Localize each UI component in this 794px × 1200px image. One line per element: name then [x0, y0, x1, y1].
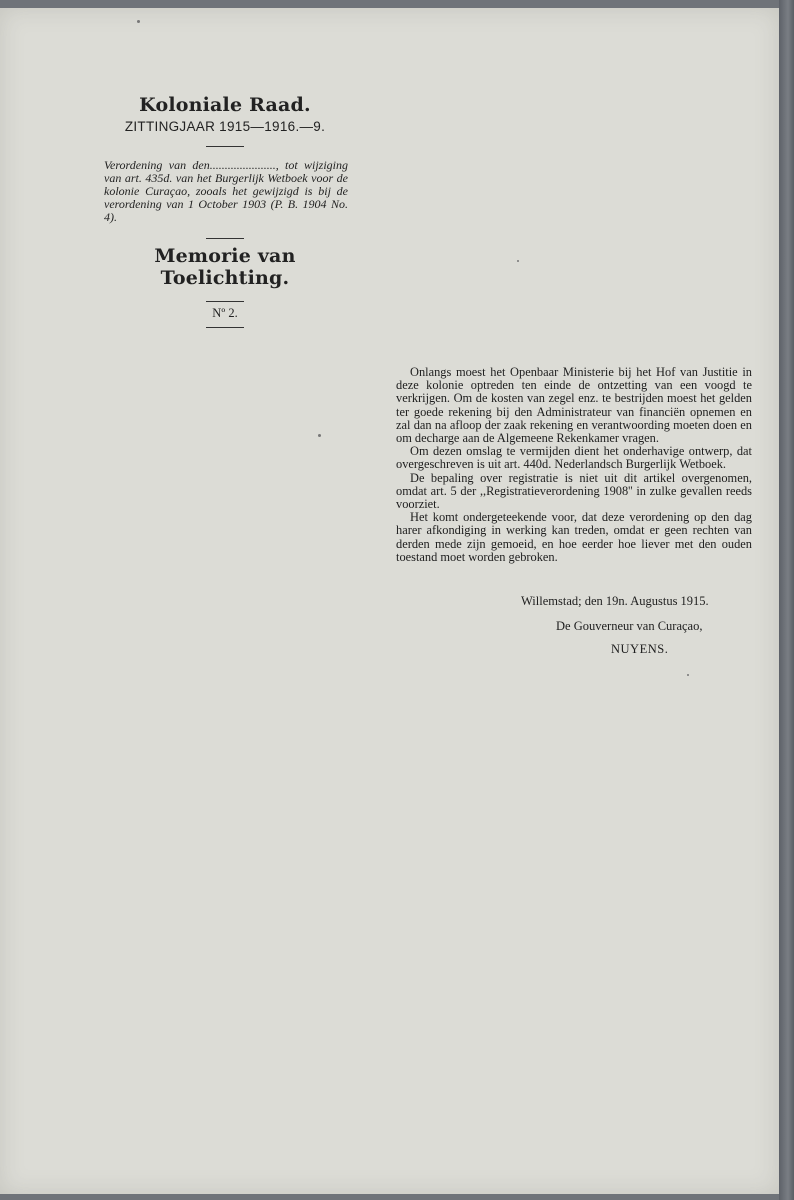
- divider: [206, 301, 244, 302]
- divider: [206, 238, 244, 239]
- paper-speck: [137, 20, 140, 23]
- council-title: Koloniale Raad.: [139, 94, 311, 116]
- session-year: ZITTINGJAAR 1915—1916.—9.: [124, 119, 326, 134]
- paragraph: Onlangs moest het Openbaar Ministerie bij het Hof van Justitie in deze kolonie optreden ten einde de ontzetting van een voogd te verkrijgen. Om de kosten van zegel enz. te bestrijden moest het gelden ter goede rekening bij den Administrateur van financiën opnemen en zal dan na afloop der zaak rekening en verantwoording moeten doen en om decharge aan de Algemeene Rekenkamer vragen.: [396, 365, 752, 446]
- paper-speck: [517, 260, 519, 262]
- document-type: Memorie van Toelichting.: [154, 245, 296, 289]
- paragraph: De bepaling over registratie is niet uit dit artikel overgenomen, omdat art. 5 der ,,Registratieverordening 1908'' in zulke gevallen reeds voorziet.: [396, 470, 752, 512]
- document-number: Nº 2.: [212, 306, 238, 320]
- paper-speck: [318, 434, 321, 437]
- paragraph: Het komt ondergeteekende voor, dat deze verordening op den dag harer afkondiging in werking kan treden, omdat er geen rechten van derden mede zijn gemoeid, en hoe eerder hoe liever met den ouden toestand moet worden gebroken.: [396, 510, 752, 564]
- paragraph: Om dezen omslag te vermijden dient het onderhavige ontwerp, dat overgeschreven is uit art. 440d. Nederlandsch Burgerlijk Wetboek.: [396, 444, 752, 472]
- place-date: Willemstad; den 19n. Augustus 1915.: [521, 594, 709, 608]
- divider: [206, 327, 244, 328]
- signatory-name: NUYENS.: [611, 642, 669, 656]
- explanatory-text: [396, 366, 752, 564]
- scan-edge: [779, 0, 794, 1200]
- divider: [206, 146, 244, 147]
- signatory-office: De Gouverneur van Curaçao,: [556, 619, 703, 633]
- ordinance-description: Verordening van den......................, tot wijziging van art. 435d. van het Burgerlijk Wetboek voor de kolonie Curaçao, zooals het gewijzigd is bij de verordening van 1 October 1903 (P. B. 1904 No. 4).: [104, 158, 348, 224]
- paper-speck: [687, 674, 689, 676]
- header-block: [100, 94, 350, 340]
- document-page: [0, 8, 779, 1194]
